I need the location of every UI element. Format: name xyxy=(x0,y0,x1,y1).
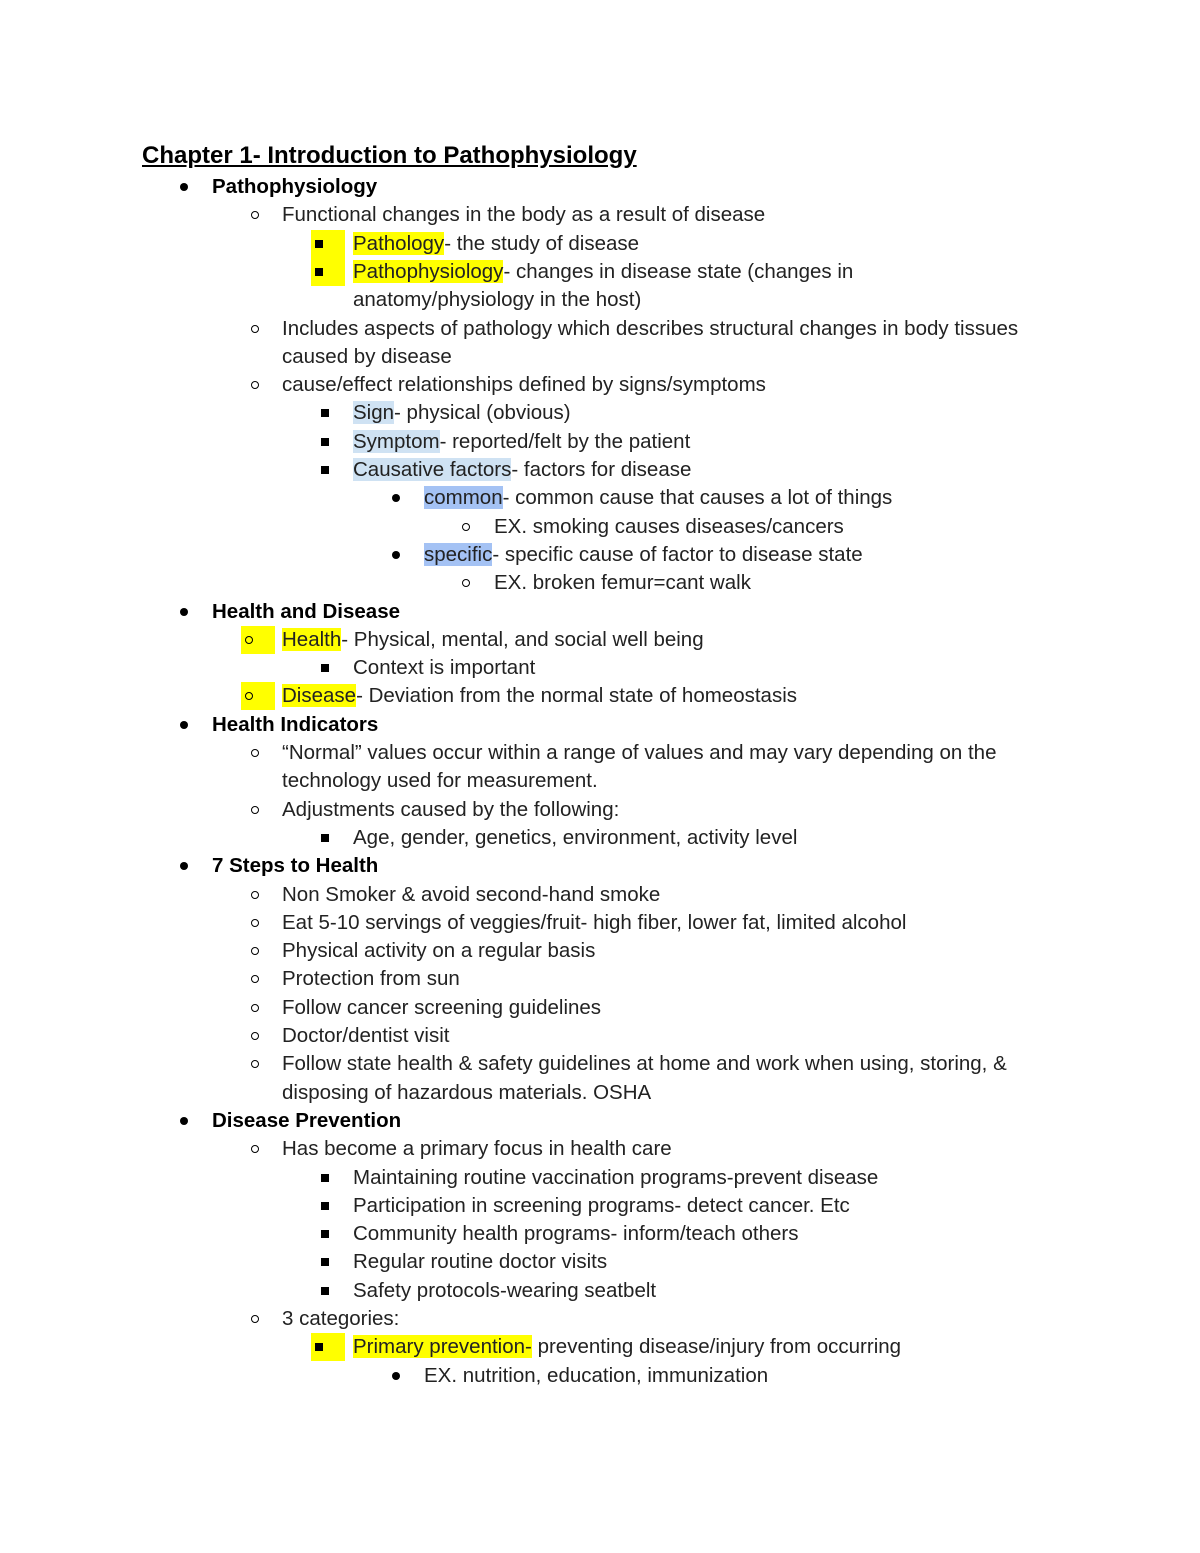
list-item xyxy=(353,654,535,682)
item-text: - factors for disease xyxy=(511,458,692,481)
item-text: Protection from sun xyxy=(282,967,460,990)
list-item xyxy=(353,1333,901,1361)
bullet-square-icon xyxy=(311,1333,345,1361)
item-text: EX. broken femur=cant walk xyxy=(494,571,751,594)
item-text: - common cause that causes a lot of things xyxy=(502,486,893,509)
list-item xyxy=(353,286,641,314)
item-text: Context is important xyxy=(353,656,536,679)
item-text: Participation in screening programs- detect cancer. Etc xyxy=(353,1194,850,1217)
bullet-ring-icon xyxy=(245,965,265,993)
list-item xyxy=(353,258,853,286)
bullet-ring-icon xyxy=(245,881,265,909)
item-text: Health Indicators xyxy=(212,713,379,736)
list-item xyxy=(424,541,863,569)
item-text: Health and Disease xyxy=(212,600,400,623)
bullet-square-icon xyxy=(315,1220,335,1248)
bullet-dot-icon xyxy=(174,173,194,201)
list-item xyxy=(282,796,619,824)
list-item xyxy=(282,1079,651,1107)
list-item xyxy=(353,456,691,484)
section-heading xyxy=(212,711,378,739)
item-text: Eat 5-10 servings of veggies/fruit- high fiber, lower fat, limited alcohol xyxy=(282,911,907,934)
bullet-square-icon xyxy=(315,456,335,484)
highlighted-term: Causative factors xyxy=(353,458,512,481)
item-text: Functional changes in the body as a result of disease xyxy=(282,203,766,226)
list-item xyxy=(282,682,797,710)
bullet-ring-icon xyxy=(456,513,476,541)
section-heading xyxy=(212,852,378,880)
list-item xyxy=(424,1362,768,1390)
bullet-ring-icon xyxy=(245,1305,265,1333)
item-text: EX. nutrition, education, immunization xyxy=(424,1364,769,1387)
bullet-square-icon xyxy=(315,824,335,852)
list-item xyxy=(282,994,601,1022)
bullet-ring-icon xyxy=(456,569,476,597)
list-item xyxy=(353,428,690,456)
item-text: Community health programs- inform/teach others xyxy=(353,1222,799,1245)
item-text: 7 Steps to Health xyxy=(212,854,379,877)
section-heading xyxy=(212,173,377,201)
bullet-square-icon xyxy=(311,230,345,258)
bullet-square-icon xyxy=(315,1192,335,1220)
list-item xyxy=(282,767,598,795)
bullet-square-icon xyxy=(315,399,335,427)
item-text: - physical (obvious) xyxy=(394,401,571,424)
highlighted-term: specific xyxy=(424,543,493,566)
item-text: technology used for measurement. xyxy=(282,769,598,792)
item-text: Adjustments caused by the following: xyxy=(282,798,620,821)
bullet-ring-icon xyxy=(245,1022,265,1050)
bullet-ring-icon xyxy=(245,371,265,399)
bullet-dot-icon xyxy=(386,484,406,512)
list-item xyxy=(353,1277,656,1305)
bullet-ring-icon xyxy=(245,739,265,767)
bullet-dot-icon xyxy=(174,598,194,626)
item-text: Safety protocols-wearing seatbelt xyxy=(353,1279,657,1302)
bullet-ring-icon xyxy=(245,909,265,937)
item-text: Includes aspects of pathology which describes structural changes in body tissues xyxy=(282,317,1019,340)
list-item xyxy=(282,909,906,937)
bullet-dot-icon xyxy=(386,1362,406,1390)
item-text: - the study of disease xyxy=(444,232,640,255)
item-text: 3 categories: xyxy=(282,1307,400,1330)
bullet-dot-icon xyxy=(386,541,406,569)
item-text: cause/effect relationships defined by signs/symptoms xyxy=(282,373,766,396)
list-item xyxy=(353,1220,799,1248)
bullet-ring-icon xyxy=(241,626,275,654)
list-item xyxy=(282,1135,672,1163)
highlighted-term: Sign xyxy=(353,401,395,424)
list-item xyxy=(282,1305,399,1333)
bullet-square-icon xyxy=(315,1164,335,1192)
list-item xyxy=(282,965,460,993)
item-text: anatomy/physiology in the host) xyxy=(353,288,642,311)
list-item xyxy=(424,484,892,512)
list-item xyxy=(353,1248,607,1276)
bullet-square-icon xyxy=(315,1248,335,1276)
bullet-ring-icon xyxy=(245,201,265,229)
bullet-ring-icon xyxy=(245,315,265,343)
list-item xyxy=(353,1164,878,1192)
item-text: Doctor/dentist visit xyxy=(282,1024,450,1047)
bullet-ring-icon xyxy=(245,796,265,824)
bullet-ring-icon xyxy=(245,1050,265,1078)
list-item xyxy=(353,1192,850,1220)
item-text: preventing disease/injury from occurring xyxy=(531,1335,902,1358)
list-item xyxy=(353,230,639,258)
list-item xyxy=(282,315,1018,343)
item-text: - Deviation from the normal state of homeostasis xyxy=(356,684,798,707)
list-item xyxy=(282,937,595,965)
bullet-ring-icon xyxy=(245,1135,265,1163)
item-text: Disease Prevention xyxy=(212,1109,402,1132)
list-item xyxy=(282,201,765,229)
list-item xyxy=(282,343,452,371)
highlighted-term: Pathophysiology xyxy=(353,260,504,283)
section-heading xyxy=(212,1107,401,1135)
item-text: - changes in disease state (changes in xyxy=(503,260,854,283)
item-text: - specific cause of factor to disease state xyxy=(492,543,863,566)
item-text: caused by disease xyxy=(282,345,452,368)
item-text: - Physical, mental, and social well being xyxy=(341,628,704,651)
bullet-square-icon xyxy=(311,258,345,286)
highlighted-term: Pathology xyxy=(353,232,445,255)
bullet-dot-icon xyxy=(174,852,194,880)
item-text: Age, gender, genetics, environment, activity level xyxy=(353,826,798,849)
bullet-ring-icon xyxy=(245,937,265,965)
highlighted-term: common xyxy=(424,486,503,509)
item-text: - reported/felt by the patient xyxy=(439,430,691,453)
item-text: Regular routine doctor visits xyxy=(353,1250,608,1273)
highlighted-term: Disease xyxy=(282,684,357,707)
item-text: Follow state health & safety guidelines at home and work when using, storing, & xyxy=(282,1052,1007,1075)
list-item xyxy=(353,824,797,852)
list-item xyxy=(282,739,996,767)
bullet-square-icon xyxy=(315,654,335,682)
page-title: Chapter 1- Introduction to Pathophysiology xyxy=(142,142,637,169)
item-text: Pathophysiology xyxy=(212,175,378,198)
list-item xyxy=(494,513,844,541)
list-item xyxy=(353,399,571,427)
list-item xyxy=(282,1050,1007,1078)
item-text: disposing of hazardous materials. OSHA xyxy=(282,1081,652,1104)
list-item xyxy=(282,1022,449,1050)
list-item xyxy=(282,371,766,399)
item-text: “Normal” values occur within a range of values and may vary depending on the xyxy=(282,741,997,764)
section-heading xyxy=(212,598,400,626)
item-text: EX. smoking causes diseases/cancers xyxy=(494,515,844,538)
item-text: Follow cancer screening guidelines xyxy=(282,996,602,1019)
bullet-ring-icon xyxy=(241,682,275,710)
highlighted-term: Primary prevention- xyxy=(353,1335,532,1358)
item-text: Physical activity on a regular basis xyxy=(282,939,596,962)
bullet-dot-icon xyxy=(174,711,194,739)
list-item xyxy=(282,881,660,909)
list-item xyxy=(282,626,704,654)
bullet-dot-icon xyxy=(174,1107,194,1135)
bullet-square-icon xyxy=(315,1277,335,1305)
list-item xyxy=(494,569,751,597)
highlighted-term: Health xyxy=(282,628,342,651)
bullet-square-icon xyxy=(315,428,335,456)
item-text: Non Smoker & avoid second-hand smoke xyxy=(282,883,661,906)
highlighted-term: Symptom xyxy=(353,430,440,453)
bullet-ring-icon xyxy=(245,994,265,1022)
item-text: Has become a primary focus in health care xyxy=(282,1137,672,1160)
item-text: Maintaining routine vaccination programs-prevent disease xyxy=(353,1166,879,1189)
